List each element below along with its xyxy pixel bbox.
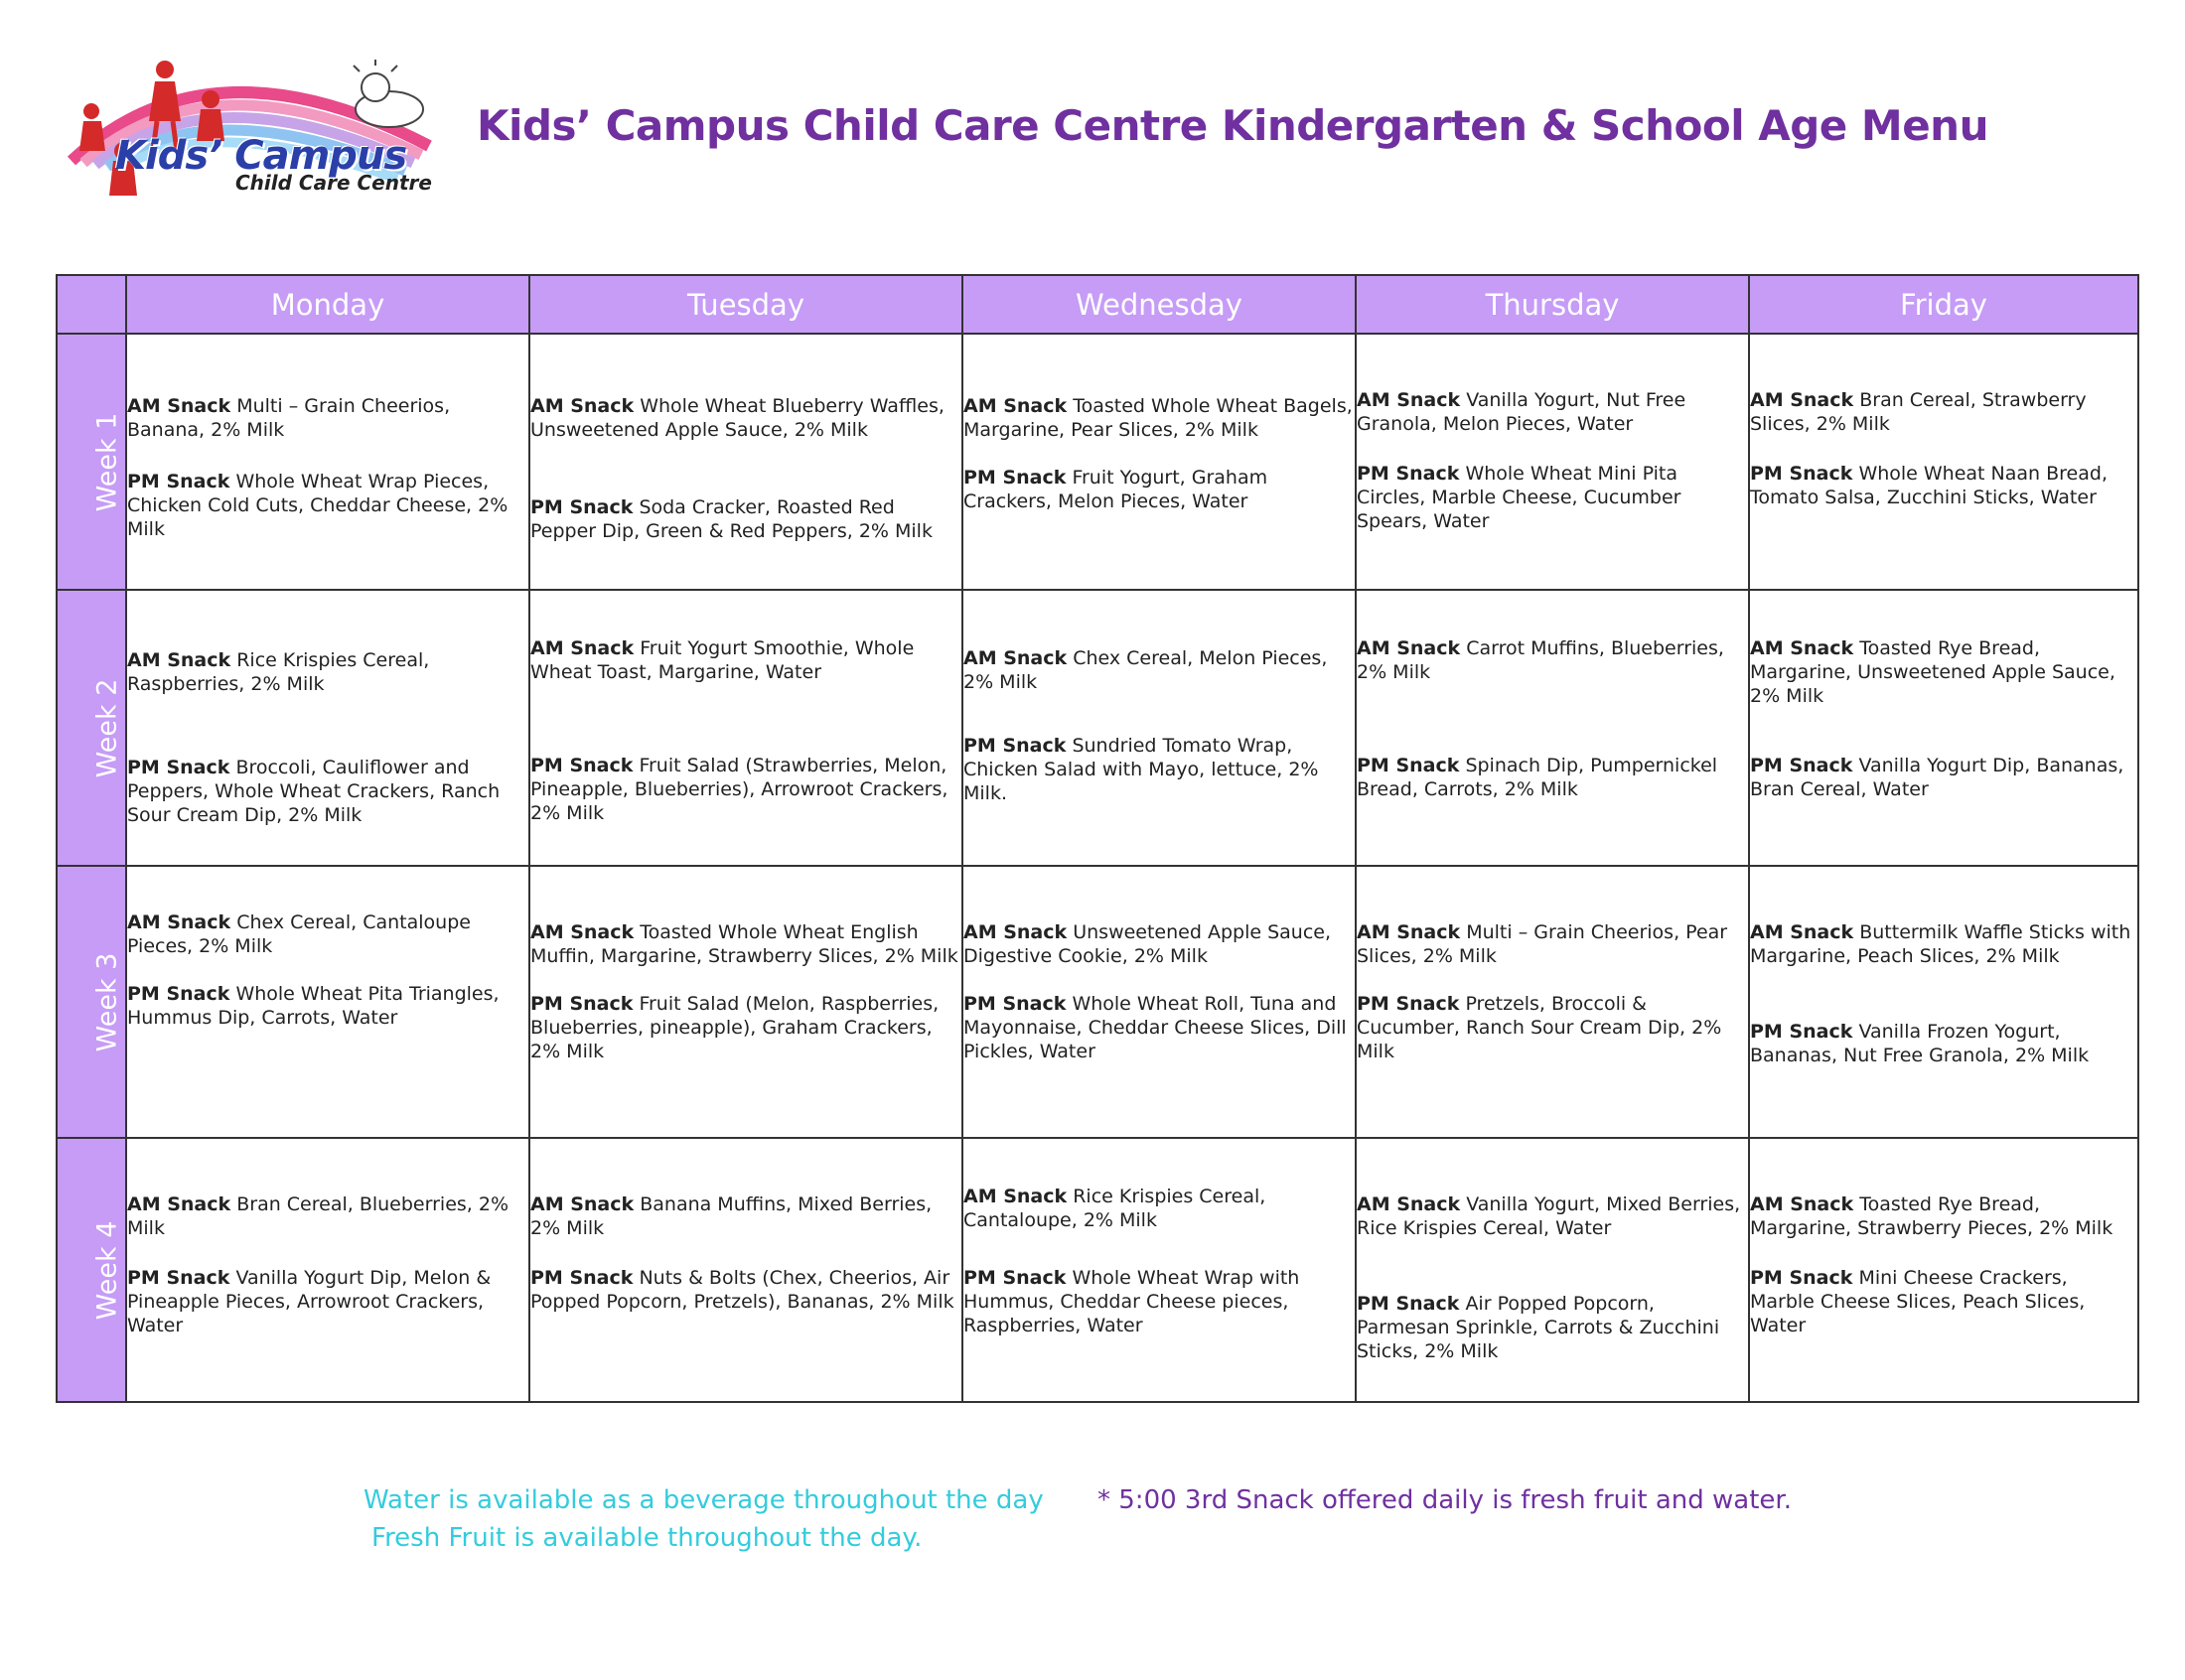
pm-snack-label: PM Snack — [530, 755, 634, 776]
pm-snack-items: Soda Cracker, Roasted Red Pepper Dip, Green & Red Peppers, 2% Milk — [530, 496, 933, 542]
am-snack — [127, 648, 528, 696]
pm-snack — [1357, 992, 1748, 1063]
pm-snack — [530, 1266, 961, 1314]
am-snack — [530, 636, 961, 684]
pm-snack — [1357, 462, 1748, 533]
am-snack — [1357, 388, 1748, 436]
am-snack-items: Toasted Whole Wheat English Muffin, Margarine, Strawberry Slices, 2% Milk — [530, 921, 958, 967]
am-snack — [1357, 636, 1748, 684]
am-snack-items: Banana Muffins, Mixed Berries, 2% Milk — [530, 1193, 933, 1239]
pm-snack-items: Nuts & Bolts (Chex, Cheerios, Air Popped Popcorn, Pretzels), Bananas, 2% Milk — [530, 1267, 954, 1313]
pm-snack-items: Fruit Salad (Melon, Raspberries, Blueberries, pineapple), Graham Crackers, 2% Milk — [530, 993, 940, 1062]
am-snack — [1357, 1192, 1748, 1240]
pm-snack-label: PM Snack — [127, 471, 230, 492]
am-snack — [530, 1192, 961, 1240]
am-snack — [1750, 920, 2137, 968]
am-snack-label: AM Snack — [963, 395, 1068, 417]
am-snack-label: AM Snack — [530, 921, 635, 943]
pm-snack — [1750, 1266, 2137, 1337]
menu-cell-week4-tuesday — [529, 1138, 962, 1402]
pm-snack — [1357, 754, 1748, 801]
pm-snack-label: PM Snack — [1357, 1293, 1460, 1315]
am-snack — [1357, 920, 1748, 968]
am-snack — [1750, 388, 2137, 436]
pm-snack-label: PM Snack — [127, 757, 230, 778]
pm-snack — [127, 470, 528, 541]
am-snack — [1750, 636, 2137, 708]
pm-snack — [963, 992, 1355, 1063]
pm-snack-items: Whole Wheat Wrap Pieces, Chicken Cold Cuts, Cheddar Cheese, 2% Milk — [127, 471, 509, 540]
pm-snack-items: Whole Wheat Roll, Tuna and Mayonnaise, Cheddar Cheese Slices, Dill Pickles, Water — [963, 993, 1347, 1062]
am-snack-items: Buttermilk Waffle Sticks with Margarine, Peach Slices, 2% Milk — [1750, 921, 2131, 967]
am-snack — [963, 920, 1355, 968]
pm-snack-items: Whole Wheat Pita Triangles, Hummus Dip, Carrots, Water — [127, 983, 500, 1029]
menu-cell-week3-monday — [126, 866, 529, 1138]
menu-cell-week2-wednesday — [962, 590, 1356, 866]
am-snack-items: Whole Wheat Blueberry Waffles, Unsweetened Apple Sauce, 2% Milk — [530, 395, 945, 441]
pm-snack — [530, 754, 961, 825]
footer-notes-left — [364, 1481, 1044, 1557]
day-header-tuesday: Tuesday — [529, 275, 962, 334]
am-snack-label: AM Snack — [1750, 921, 1854, 943]
day-header-row — [57, 275, 2138, 334]
fruit-note: Fresh Fruit is available throughout the day. — [371, 1523, 923, 1553]
am-snack-label: AM Snack — [963, 647, 1068, 669]
pm-snack-label: PM Snack — [1750, 1021, 1853, 1043]
pm-snack — [127, 982, 528, 1030]
menu-cell-week1-friday — [1749, 334, 2138, 590]
menu-cell-week3-tuesday — [529, 866, 962, 1138]
third-snack-note: * 5:00 3rd Snack offered daily is fresh fruit and water. — [1097, 1485, 1792, 1515]
am-snack-items: Carrot Muffins, Blueberries, 2% Milk — [1357, 637, 1724, 683]
menu-table — [56, 274, 2139, 1403]
day-header-friday: Friday — [1749, 275, 2138, 334]
pm-snack-items: Vanilla Yogurt Dip, Bananas, Bran Cereal, Water — [1750, 755, 2124, 800]
menu-cell-week2-thursday — [1356, 590, 1749, 866]
week-label-cell — [57, 1138, 126, 1402]
pm-snack — [963, 734, 1355, 805]
menu-cell-week1-thursday — [1356, 334, 1749, 590]
menu-cell-week4-monday — [126, 1138, 529, 1402]
pm-snack-label: PM Snack — [530, 1267, 634, 1289]
pm-snack-label: PM Snack — [1750, 463, 1853, 485]
pm-snack-items: Air Popped Popcorn, Parmesan Sprinkle, Carrots & Zucchini Sticks, 2% Milk — [1357, 1293, 1720, 1362]
am-snack — [1750, 1192, 2137, 1240]
pm-snack-items: Broccoli, Cauliflower and Peppers, Whole Wheat Crackers, Ranch Sour Cream Dip, 2% Milk — [127, 757, 501, 826]
pm-snack-label: PM Snack — [1357, 755, 1460, 776]
am-snack-label: AM Snack — [963, 921, 1068, 943]
am-snack — [530, 920, 961, 968]
am-snack-items: Multi – Grain Cheerios, Banana, 2% Milk — [127, 395, 451, 441]
menu-cell-week1-monday — [126, 334, 529, 590]
pm-snack-label: PM Snack — [963, 993, 1067, 1015]
am-snack — [963, 1185, 1355, 1232]
pm-snack — [530, 992, 961, 1063]
water-note: Water is available as a beverage throughout the day — [364, 1485, 1044, 1515]
day-header-monday: Monday — [126, 275, 529, 334]
week-label-cell — [57, 866, 126, 1138]
pm-snack — [963, 466, 1355, 513]
am-snack-items: Toasted Rye Bread, Margarine, Strawberry Pieces, 2% Milk — [1750, 1193, 2113, 1239]
pm-snack — [127, 756, 528, 827]
menu-cell-week3-wednesday — [962, 866, 1356, 1138]
pm-snack-items: Spinach Dip, Pumpernickel Bread, Carrots, 2% Milk — [1357, 755, 1718, 800]
week-row-4 — [57, 1138, 2138, 1402]
am-snack-items: Bran Cereal, Strawberry Slices, 2% Milk — [1750, 389, 2087, 435]
am-snack-label: AM Snack — [1357, 637, 1461, 659]
menu-cell-week2-friday — [1749, 590, 2138, 866]
am-snack-label: AM Snack — [1357, 1193, 1461, 1215]
menu-cell-week3-thursday — [1356, 866, 1749, 1138]
am-snack-items: Fruit Yogurt Smoothie, Whole Wheat Toast, Margarine, Water — [530, 637, 915, 683]
menu-cell-week1-wednesday — [962, 334, 1356, 590]
am-snack-label: AM Snack — [530, 1193, 635, 1215]
corner-cell — [57, 275, 126, 334]
pm-snack-label: PM Snack — [127, 983, 230, 1005]
am-snack-label: AM Snack — [530, 395, 635, 417]
am-snack-label: AM Snack — [1750, 389, 1854, 411]
pm-snack-items: Fruit Salad (Strawberries, Melon, Pineapple, Blueberries), Arrowroot Crackers, 2% Milk — [530, 755, 948, 824]
week-label: Week 1 — [91, 412, 123, 511]
week-label: Week 4 — [91, 1220, 123, 1320]
day-header-thursday: Thursday — [1356, 275, 1749, 334]
logo-kids-campus-text: Kids’ Campus — [115, 133, 407, 179]
pm-snack-items: Sundried Tomato Wrap, Chicken Salad with Mayo, lettuce, 2% Milk. — [963, 735, 1319, 804]
pm-snack-label: PM Snack — [963, 1267, 1067, 1289]
week-label-cell — [57, 590, 126, 866]
pm-snack-items: Mini Cheese Crackers, Marble Cheese Slices, Peach Slices, Water — [1750, 1267, 2086, 1336]
am-snack-label: AM Snack — [963, 1186, 1068, 1207]
pm-snack-label: PM Snack — [1750, 755, 1853, 776]
pm-snack — [127, 1266, 528, 1337]
am-snack-label: AM Snack — [1750, 637, 1854, 659]
pm-snack-label: PM Snack — [530, 993, 634, 1015]
am-snack — [963, 646, 1355, 694]
pm-snack-label: PM Snack — [1357, 993, 1460, 1015]
logo-child-care-text: Child Care Centre — [235, 171, 432, 195]
menu-cell-week4-wednesday — [962, 1138, 1356, 1402]
pm-snack-label: PM Snack — [1357, 463, 1460, 485]
am-snack-label: AM Snack — [1357, 389, 1461, 411]
am-snack-label: AM Snack — [530, 637, 635, 659]
menu-cell-week2-monday — [126, 590, 529, 866]
am-snack — [963, 394, 1355, 442]
am-snack-items: Chex Cereal, Melon Pieces, 2% Milk — [963, 647, 1328, 693]
pm-snack-items: Vanilla Yogurt Dip, Melon & Pineapple Pieces, Arrowroot Crackers, Water — [127, 1267, 492, 1336]
am-snack — [127, 910, 528, 958]
am-snack-items: Bran Cereal, Blueberries, 2% Milk — [127, 1193, 510, 1239]
pm-snack-items: Vanilla Frozen Yogurt, Bananas, Nut Free Granola, 2% Milk — [1750, 1021, 2090, 1066]
am-snack-items: Toasted Rye Bread, Margarine, Unsweetened Apple Sauce, 2% Milk — [1750, 637, 2115, 707]
kids-campus-logo — [62, 52, 439, 210]
am-snack-label: AM Snack — [127, 649, 231, 671]
am-snack-label: AM Snack — [127, 395, 231, 417]
week-label-cell — [57, 334, 126, 590]
am-snack-items: Toasted Whole Wheat Bagels, Margarine, Pear Slices, 2% Milk — [963, 395, 1353, 441]
pm-snack-label: PM Snack — [1750, 1267, 1853, 1289]
pm-snack-items: Whole Wheat Naan Bread, Tomato Salsa, Zucchini Sticks, Water — [1750, 463, 2108, 508]
am-snack-label: AM Snack — [1750, 1193, 1854, 1215]
pm-snack — [1750, 1020, 2137, 1067]
am-snack-items: Multi – Grain Cheerios, Pear Slices, 2% Milk — [1357, 921, 1728, 967]
page-title: Kids’ Campus Child Care Centre Kindergarten & School Age Menu — [477, 101, 1988, 150]
pm-snack-label: PM Snack — [530, 496, 634, 518]
am-snack — [127, 394, 528, 442]
am-snack-label: AM Snack — [127, 1193, 231, 1215]
am-snack-label: AM Snack — [127, 911, 231, 933]
pm-snack — [1750, 754, 2137, 801]
am-snack-items: Rice Krispies Cereal, Cantaloupe, 2% Milk — [963, 1186, 1266, 1231]
pm-snack-label: PM Snack — [963, 467, 1067, 489]
pm-snack — [1750, 462, 2137, 509]
am-snack-items: Unsweetened Apple Sauce, Digestive Cookie, 2% Milk — [963, 921, 1332, 967]
am-snack — [530, 394, 961, 442]
menu-cell-week4-thursday — [1356, 1138, 1749, 1402]
menu-cell-week2-tuesday — [529, 590, 962, 866]
am-snack-label: AM Snack — [1357, 921, 1461, 943]
pm-snack-label: PM Snack — [963, 735, 1067, 757]
pm-snack-label: PM Snack — [127, 1267, 230, 1289]
day-header-wednesday: Wednesday — [962, 275, 1356, 334]
pm-snack — [530, 495, 961, 543]
pm-snack-items: Pretzels, Broccoli & Cucumber, Ranch Sour Cream Dip, 2% Milk — [1357, 993, 1722, 1062]
am-snack-items: Vanilla Yogurt, Nut Free Granola, Melon Pieces, Water — [1357, 389, 1686, 435]
pm-snack — [963, 1266, 1355, 1337]
am-snack-items: Chex Cereal, Cantaloupe Pieces, 2% Milk — [127, 911, 471, 957]
menu-cell-week4-friday — [1749, 1138, 2138, 1402]
am-snack-items: Vanilla Yogurt, Mixed Berries, Rice Krispies Cereal, Water — [1357, 1193, 1741, 1239]
week-label: Week 2 — [91, 678, 123, 777]
week-row-1 — [57, 334, 2138, 590]
week-label: Week 3 — [91, 952, 123, 1051]
am-snack — [127, 1192, 528, 1240]
am-snack-items: Rice Krispies Cereal, Raspberries, 2% Milk — [127, 649, 430, 695]
menu-cell-week1-tuesday — [529, 334, 962, 590]
week-row-2 — [57, 590, 2138, 866]
menu-cell-week3-friday — [1749, 866, 2138, 1138]
pm-snack-items: Fruit Yogurt, Graham Crackers, Melon Pieces, Water — [963, 467, 1268, 512]
week-row-3 — [57, 866, 2138, 1138]
pm-snack-items: Whole Wheat Wrap with Hummus, Cheddar Cheese pieces, Raspberries, Water — [963, 1267, 1300, 1336]
pm-snack-items: Whole Wheat Mini Pita Circles, Marble Cheese, Cucumber Spears, Water — [1357, 463, 1681, 532]
pm-snack — [1357, 1292, 1748, 1363]
